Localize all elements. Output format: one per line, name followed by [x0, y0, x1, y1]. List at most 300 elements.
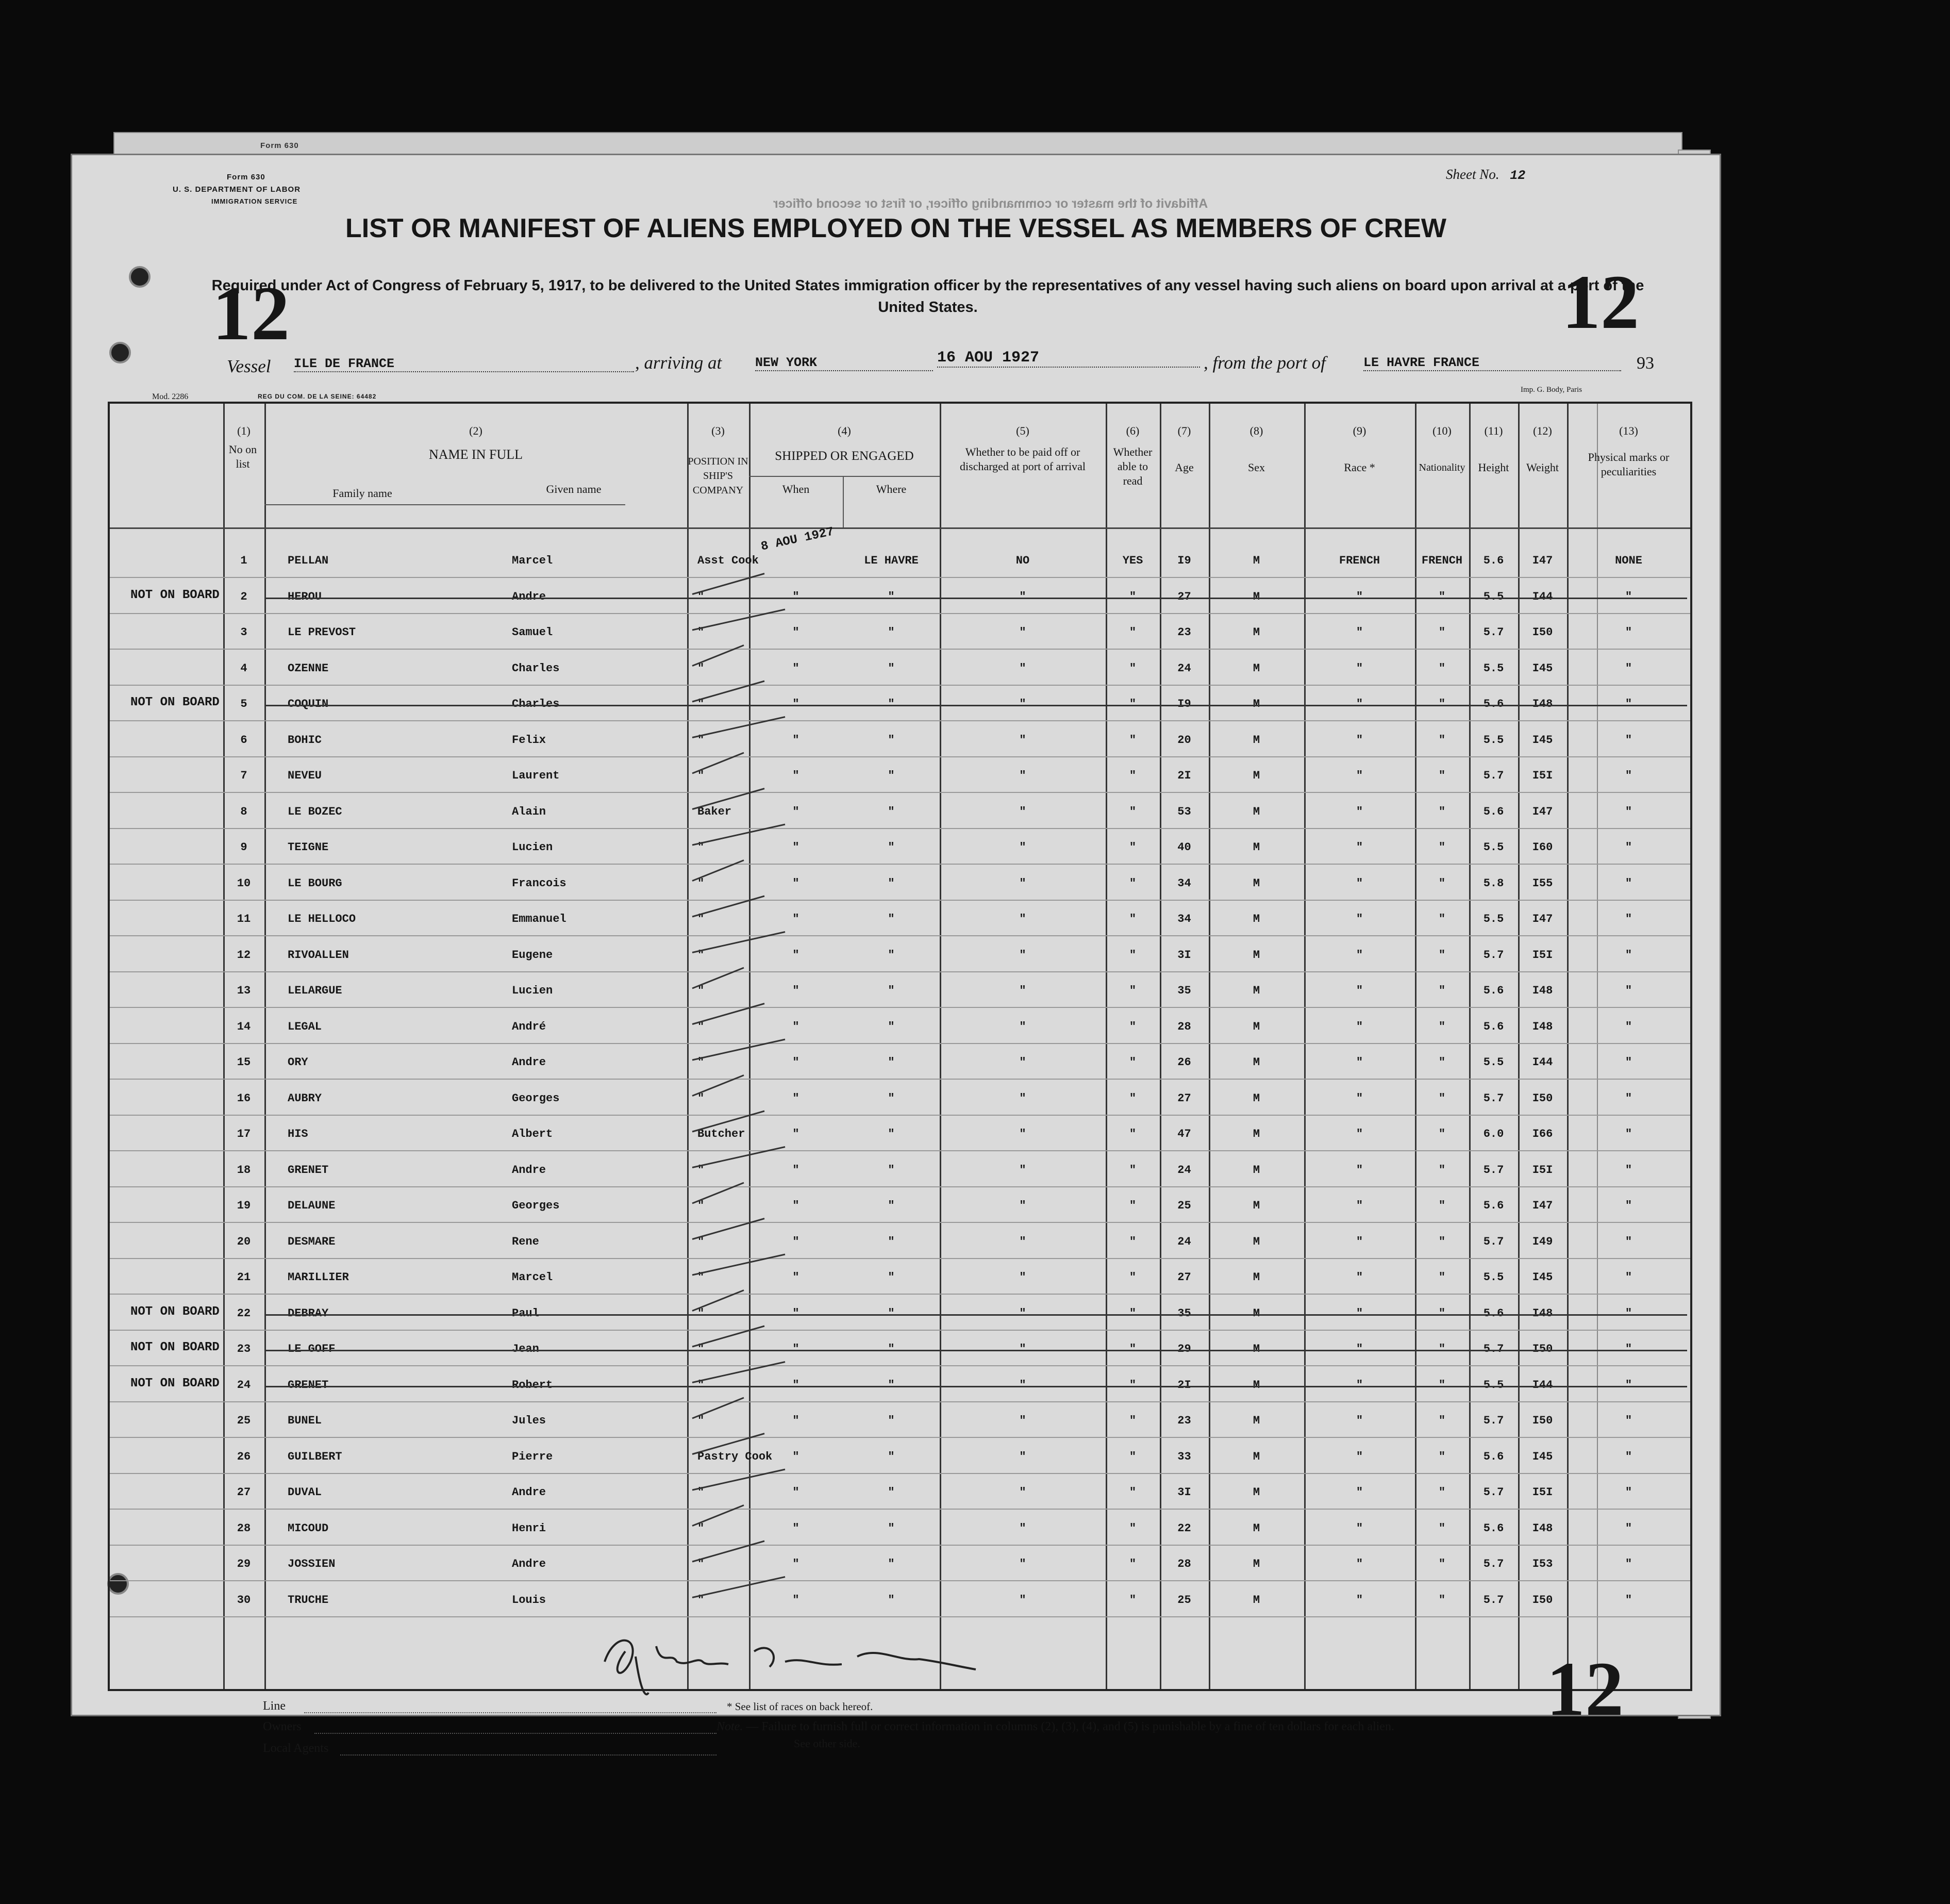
paid-off: "	[1019, 1128, 1026, 1140]
family-name: DEBRAY	[288, 1306, 329, 1320]
given-name: Andre	[512, 1558, 546, 1570]
physical-marks: "	[1625, 841, 1632, 854]
height: 5.6	[1483, 984, 1504, 997]
weight: I5I	[1532, 1486, 1553, 1499]
able-to-read: "	[1129, 1343, 1137, 1355]
given-name: Laurent	[512, 769, 560, 782]
shipped-when: "	[792, 590, 799, 603]
footer-agents-field	[340, 1754, 716, 1756]
header-col1-num: (1)	[237, 424, 251, 437]
row-number: 29	[237, 1558, 251, 1570]
shipped-where: "	[888, 1378, 895, 1392]
shipped-where: "	[888, 1091, 895, 1105]
height: 5.5	[1483, 661, 1504, 675]
arrival-date: 16 AOU 1927	[937, 349, 1200, 368]
nationality: "	[1438, 698, 1446, 710]
able-to-read: YES	[1122, 554, 1143, 567]
family-name: GRENET	[288, 1378, 329, 1392]
not-on-board-remark: NOT ON BOARD	[130, 1304, 220, 1319]
able-to-read: "	[1129, 590, 1137, 603]
position: "	[697, 1235, 705, 1248]
form-label: Form 630	[227, 173, 265, 181]
race: "	[1356, 1343, 1363, 1355]
printer-label: Imp. G. Body, Paris	[1521, 386, 1582, 394]
height: 5.6	[1483, 1306, 1504, 1320]
sex: M	[1253, 805, 1260, 818]
row-number: 26	[237, 1450, 251, 1463]
position: "	[697, 841, 705, 854]
mod-label: Mod. 2286	[152, 392, 189, 401]
nationality: "	[1438, 1486, 1446, 1499]
given-name: Albert	[512, 1128, 553, 1140]
registry-label: REG DU COM. DE LA SEINE: 64482	[258, 393, 377, 400]
height: 5.5	[1483, 1271, 1504, 1284]
family-name: HEROU	[288, 590, 322, 603]
race: "	[1356, 1271, 1363, 1284]
sex: M	[1253, 590, 1260, 603]
shipped-where: "	[888, 1235, 895, 1248]
given-name: Louis	[512, 1593, 546, 1607]
race: "	[1356, 661, 1363, 675]
header-col9: Race *	[1344, 461, 1375, 474]
header-col3-num: (3)	[711, 424, 725, 437]
family-name: LE PREVOST	[288, 626, 356, 639]
race: "	[1356, 1020, 1363, 1033]
able-to-read: "	[1129, 1091, 1137, 1105]
position: "	[697, 590, 705, 603]
department-label: U. S. DEPARTMENT OF LABOR	[173, 185, 301, 194]
age: 3I	[1177, 948, 1191, 962]
arriving-label: , arriving at	[635, 353, 722, 373]
position: "	[697, 661, 705, 675]
shipped-where: "	[888, 876, 895, 890]
sex: M	[1253, 1593, 1260, 1607]
given-name: Charles	[512, 661, 560, 675]
weight: I55	[1532, 876, 1553, 890]
nationality: "	[1438, 1593, 1446, 1607]
age: 25	[1177, 1593, 1191, 1607]
weight: I45	[1532, 1271, 1553, 1284]
position: Butcher	[697, 1128, 745, 1140]
header-when: When	[782, 483, 810, 495]
able-to-read: "	[1129, 1450, 1137, 1463]
shipped-when: "	[792, 1235, 799, 1248]
able-to-read: "	[1129, 948, 1137, 962]
weight: I47	[1532, 913, 1553, 925]
paid-off: "	[1019, 1558, 1026, 1570]
able-to-read: "	[1129, 913, 1137, 925]
row-number: 7	[240, 769, 247, 782]
position: "	[697, 1271, 705, 1284]
physical-marks: "	[1625, 1450, 1632, 1463]
row-strikethrough	[264, 598, 1687, 599]
sex: M	[1253, 1378, 1260, 1392]
weight: I48	[1532, 1306, 1553, 1320]
family-name: OZENNE	[288, 661, 329, 675]
shipped-where: "	[888, 590, 895, 603]
able-to-read: "	[1129, 876, 1137, 890]
header-where: Where	[876, 483, 907, 495]
pencil-check-mark	[692, 1469, 785, 1490]
able-to-read: "	[1129, 626, 1137, 639]
family-name: LELARGUE	[288, 984, 342, 997]
shipped-where: "	[888, 698, 895, 710]
pencil-check-mark	[692, 789, 764, 809]
header-col5-num: (5)	[1016, 424, 1029, 437]
shipped-where: "	[888, 1343, 895, 1355]
height: 5.6	[1483, 554, 1504, 567]
physical-marks: "	[1625, 948, 1632, 962]
row-number: 18	[237, 1163, 251, 1177]
shipped-where: "	[888, 1593, 895, 1607]
family-name: GUILBERT	[288, 1450, 342, 1463]
shipped-when: "	[792, 841, 799, 854]
age: 35	[1177, 984, 1191, 997]
shipped-when: "	[792, 1128, 799, 1140]
nationality: "	[1438, 1271, 1446, 1284]
row-strikethrough	[264, 1314, 1687, 1316]
row-number: 23	[237, 1343, 251, 1355]
shipped-where: "	[888, 1020, 895, 1033]
sex: M	[1253, 1521, 1260, 1535]
sex: M	[1253, 1414, 1260, 1427]
position: "	[697, 1056, 705, 1069]
pencil-check-mark	[692, 1505, 744, 1526]
able-to-read: "	[1129, 1020, 1137, 1033]
race: "	[1356, 1593, 1363, 1607]
shipped-where: "	[888, 1558, 895, 1570]
paid-off: "	[1019, 1306, 1026, 1320]
header-subrule	[264, 504, 625, 505]
weight: I60	[1532, 841, 1553, 854]
pencil-check-mark	[692, 1147, 785, 1168]
physical-marks: "	[1625, 876, 1632, 890]
row-number: 8	[240, 805, 247, 818]
header-col7: Age	[1175, 461, 1194, 474]
height: 5.5	[1483, 913, 1504, 925]
given-name: Andre	[512, 590, 546, 603]
paid-off: "	[1019, 1450, 1026, 1463]
age: I9	[1177, 554, 1191, 567]
physical-marks: "	[1625, 1593, 1632, 1607]
given-name: Francois	[512, 876, 566, 890]
family-name: RIVOALLEN	[288, 948, 349, 962]
row-number: 6	[240, 733, 247, 747]
pencil-check-mark	[692, 681, 764, 702]
pencil-check-mark	[692, 1183, 744, 1203]
weight: I50	[1532, 1414, 1553, 1427]
family-name: PELLAN	[288, 554, 329, 567]
physical-marks: "	[1625, 1271, 1632, 1284]
manifest-table	[108, 402, 1692, 1691]
race: "	[1356, 1235, 1363, 1248]
header-given-name: Given name	[546, 483, 602, 495]
age: 24	[1177, 661, 1191, 675]
physical-marks: "	[1625, 769, 1632, 782]
nationality: FRENCH	[1421, 554, 1463, 567]
able-to-read: "	[1129, 1128, 1137, 1140]
shipped-when: "	[792, 1271, 799, 1284]
pencil-check-mark	[692, 1111, 764, 1132]
paid-off: "	[1019, 1378, 1026, 1392]
sex: M	[1253, 661, 1260, 675]
pencil-check-mark	[692, 717, 785, 738]
header-col4-num: (4)	[838, 424, 851, 437]
age: 35	[1177, 1306, 1191, 1320]
pencil-check-mark	[692, 1541, 764, 1562]
family-name: LE HELLOCO	[288, 913, 356, 925]
race: "	[1356, 948, 1363, 962]
race: "	[1356, 1521, 1363, 1535]
height: 5.5	[1483, 1378, 1504, 1392]
row-number: 27	[237, 1486, 251, 1499]
pencil-check-mark	[692, 753, 744, 773]
sex: M	[1253, 1020, 1260, 1033]
given-name: Alain	[512, 805, 546, 818]
sex: M	[1253, 913, 1260, 925]
paid-off: "	[1019, 698, 1026, 710]
race: FRENCH	[1339, 554, 1380, 567]
sex: M	[1253, 1056, 1260, 1069]
row-number: 2	[240, 590, 247, 603]
race: "	[1356, 1306, 1363, 1320]
height: 5.8	[1483, 876, 1504, 890]
able-to-read: "	[1129, 1593, 1137, 1607]
height: 5.7	[1483, 1343, 1504, 1355]
header-rule	[110, 527, 1690, 529]
given-name: Georges	[512, 1091, 560, 1105]
age: 24	[1177, 1235, 1191, 1248]
able-to-read: "	[1129, 1235, 1137, 1248]
weight: I5I	[1532, 948, 1553, 962]
nationality: "	[1438, 1521, 1446, 1535]
shipped-when: "	[792, 1306, 799, 1320]
nationality: "	[1438, 769, 1446, 782]
height: 5.6	[1483, 1450, 1504, 1463]
given-name: Lucien	[512, 984, 553, 997]
shipped-where: "	[888, 1163, 895, 1177]
row-number: 22	[237, 1306, 251, 1320]
physical-marks: "	[1625, 913, 1632, 925]
position: "	[697, 948, 705, 962]
pencil-check-mark	[692, 1434, 764, 1454]
paid-off: "	[1019, 1091, 1026, 1105]
shipped-where: "	[888, 948, 895, 962]
family-name: TEIGNE	[288, 841, 329, 854]
height: 5.7	[1483, 1593, 1504, 1607]
stamp-number-right: 12	[1562, 259, 1639, 345]
paid-off: "	[1019, 1521, 1026, 1535]
shipped-when: "	[792, 1521, 799, 1535]
shipped-where: "	[888, 913, 895, 925]
shipped-where: "	[888, 984, 895, 997]
footer-agents-label: Local Agents	[263, 1742, 329, 1755]
race: "	[1356, 1199, 1363, 1212]
age: 27	[1177, 1091, 1191, 1105]
physical-marks: "	[1625, 984, 1632, 997]
physical-marks: "	[1625, 1378, 1632, 1392]
age: 34	[1177, 876, 1191, 890]
weight: I47	[1532, 554, 1553, 567]
family-name: JOSSIEN	[288, 1558, 336, 1570]
sex: M	[1253, 698, 1260, 710]
age: 22	[1177, 1521, 1191, 1535]
able-to-read: "	[1129, 1271, 1137, 1284]
weight: I66	[1532, 1128, 1553, 1140]
paid-off: "	[1019, 1486, 1026, 1499]
able-to-read: "	[1129, 661, 1137, 675]
physical-marks: NONE	[1615, 554, 1642, 567]
row-strikethrough	[264, 705, 1687, 706]
paid-off: "	[1019, 661, 1026, 675]
pencil-check-mark	[692, 645, 744, 666]
height: 5.6	[1483, 805, 1504, 818]
family-name: ORY	[288, 1056, 308, 1069]
sex: M	[1253, 984, 1260, 997]
paid-off: "	[1019, 876, 1026, 890]
position: Asst Cook	[697, 554, 759, 567]
header-col12: Weight	[1526, 461, 1559, 474]
shipped-when: "	[792, 1414, 799, 1427]
height: 5.7	[1483, 1558, 1504, 1570]
pencil-check-mark	[692, 1290, 744, 1311]
given-name: Jules	[512, 1414, 546, 1427]
age: 53	[1177, 805, 1191, 818]
weight: I48	[1532, 1521, 1553, 1535]
family-name: BUNEL	[288, 1414, 322, 1427]
given-name: Samuel	[512, 626, 553, 639]
age: 25	[1177, 1199, 1191, 1212]
pencil-check-mark	[692, 1039, 785, 1060]
sex: M	[1253, 1343, 1260, 1355]
nationality: "	[1438, 841, 1446, 854]
weight: I44	[1532, 1056, 1553, 1069]
header-col11-num: (11)	[1484, 424, 1503, 437]
position: "	[697, 913, 705, 925]
able-to-read: "	[1129, 1521, 1137, 1535]
paid-off: "	[1019, 1414, 1026, 1427]
age: I9	[1177, 698, 1191, 710]
physical-marks: "	[1625, 733, 1632, 747]
row-number: 10	[237, 876, 251, 890]
physical-marks: "	[1625, 805, 1632, 818]
position: "	[697, 1091, 705, 1105]
physical-marks: "	[1625, 1521, 1632, 1535]
sex: M	[1253, 733, 1260, 747]
family-name: DELAUNE	[288, 1199, 336, 1212]
age: 23	[1177, 1414, 1191, 1427]
weight: I44	[1532, 1378, 1553, 1392]
header-col2-num: (2)	[469, 424, 482, 437]
race: "	[1356, 1091, 1363, 1105]
row-number: 15	[237, 1056, 251, 1069]
position: "	[697, 1378, 705, 1392]
fine-note	[716, 1720, 1394, 1734]
position: "	[697, 1020, 705, 1033]
page-number: 93	[1637, 354, 1654, 373]
race: "	[1356, 1450, 1363, 1463]
pencil-check-mark	[692, 609, 785, 630]
note-label: Note.	[716, 1720, 743, 1733]
pencil-check-marks	[687, 533, 945, 1667]
able-to-read: "	[1129, 1486, 1137, 1499]
row-number: 11	[237, 913, 251, 925]
family-name: LE BOZEC	[288, 805, 342, 818]
nationality: "	[1438, 1558, 1446, 1570]
shipped-where: "	[888, 661, 895, 675]
pencil-check-mark	[692, 1326, 764, 1347]
position: "	[697, 733, 705, 747]
shipped-where: "	[888, 1271, 895, 1284]
arriving-port: NEW YORK	[755, 355, 933, 371]
header-col13-num: (13)	[1619, 424, 1638, 437]
shipped-when: "	[792, 1199, 799, 1212]
stamp-number-bottom: 12	[1546, 1646, 1624, 1732]
position: "	[697, 1163, 705, 1177]
physical-marks: "	[1625, 1558, 1632, 1570]
header-col3: POSITION IN SHIP'S COMPANY	[688, 456, 748, 496]
race: "	[1356, 590, 1363, 603]
height: 5.7	[1483, 1091, 1504, 1105]
height: 5.6	[1483, 1020, 1504, 1033]
height: 5.5	[1483, 733, 1504, 747]
age: 47	[1177, 1128, 1191, 1140]
nationality: "	[1438, 1091, 1446, 1105]
family-name: DUVAL	[288, 1486, 322, 1499]
shipped-where: LE HAVRE	[864, 554, 919, 567]
position: "	[697, 1558, 705, 1570]
shipped-when: "	[792, 661, 799, 675]
shipped-where: "	[888, 733, 895, 747]
able-to-read: "	[1129, 769, 1137, 782]
officer-signature	[599, 1620, 981, 1698]
weight: I50	[1532, 1593, 1553, 1607]
weight: I47	[1532, 1199, 1553, 1212]
pencil-check-mark	[692, 1577, 785, 1598]
height: 5.7	[1483, 1235, 1504, 1248]
sex: M	[1253, 841, 1260, 854]
sex: M	[1253, 1486, 1260, 1499]
race: "	[1356, 1056, 1363, 1069]
footer-line-field	[304, 1712, 716, 1713]
shipped-when: "	[792, 1163, 799, 1177]
race: "	[1356, 1378, 1363, 1392]
shipped-where: "	[888, 1056, 895, 1069]
given-name: Henri	[512, 1521, 546, 1535]
age: 3I	[1177, 1486, 1191, 1499]
height: 5.7	[1483, 626, 1504, 639]
weight: I45	[1532, 661, 1553, 675]
sex: M	[1253, 1558, 1260, 1570]
age: 23	[1177, 626, 1191, 639]
able-to-read: "	[1129, 733, 1137, 747]
given-name: Felix	[512, 733, 546, 747]
able-to-read: "	[1129, 698, 1137, 710]
row-number: 21	[237, 1271, 251, 1284]
weight: I50	[1532, 626, 1553, 639]
underlying-form-label: Form 630	[260, 141, 299, 150]
race: "	[1356, 841, 1363, 854]
position: "	[697, 769, 705, 782]
sex: M	[1253, 554, 1260, 567]
position: "	[697, 1593, 705, 1607]
shipped-where: "	[888, 769, 895, 782]
nationality: "	[1438, 984, 1446, 997]
sheet-no-value: 12	[1510, 168, 1526, 183]
row-number: 20	[237, 1235, 251, 1248]
given-name: Andre	[512, 1486, 546, 1499]
physical-marks: "	[1625, 1343, 1632, 1355]
